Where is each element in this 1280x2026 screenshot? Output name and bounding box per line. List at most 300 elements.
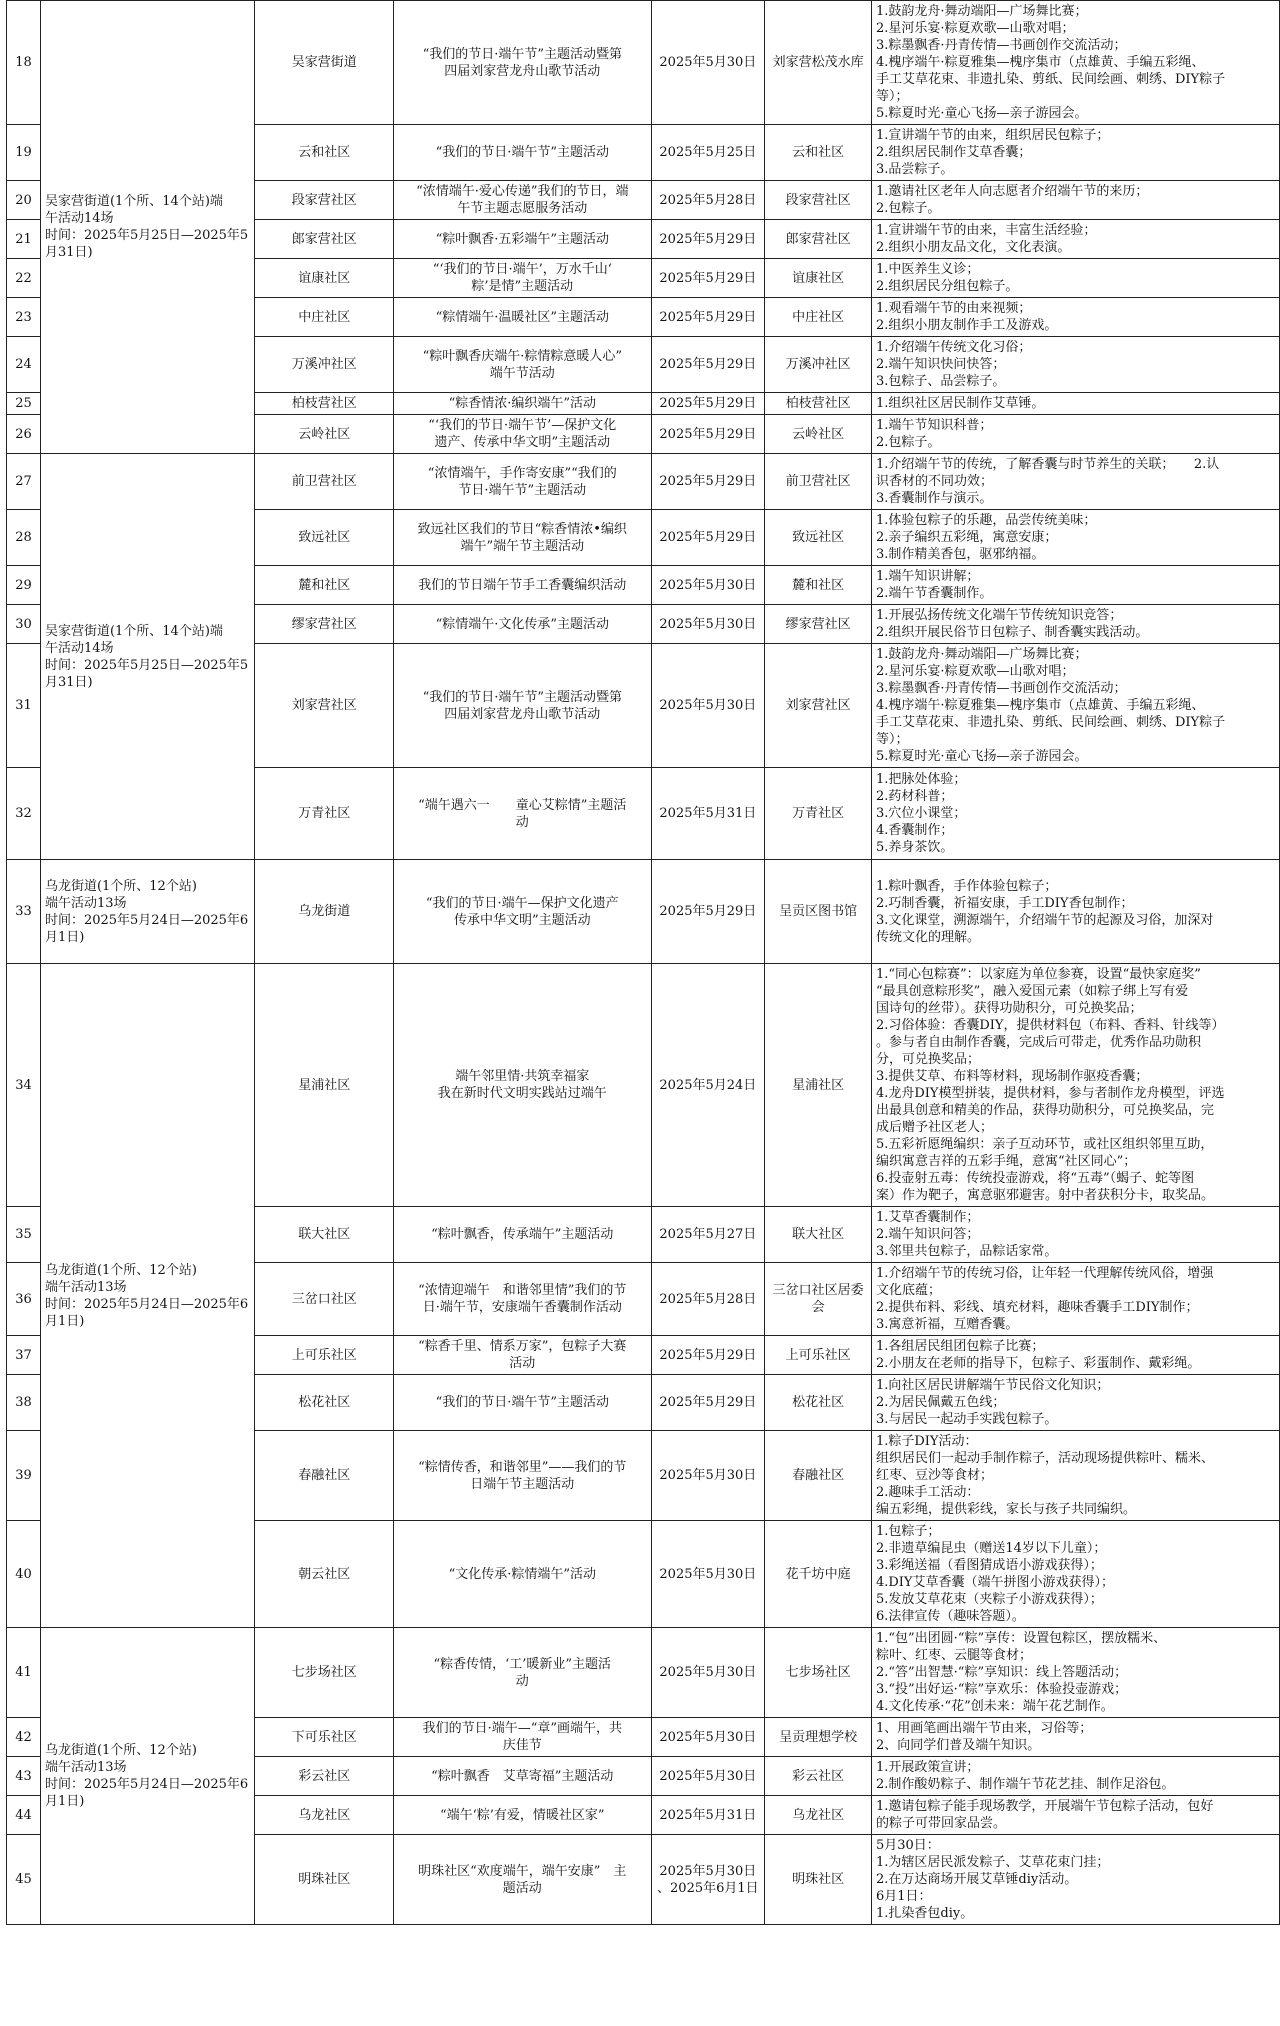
activity-date <box>651 415 765 454</box>
activity-content-line: 1.邀请包粽子能手现场教学，开展端午节包粽子活动，包好 <box>875 1799 1214 1814</box>
organizing-unit: 七步场社区 <box>255 1628 394 1718</box>
activity-content-line: 2.组织居民制作艾草香囊； <box>875 145 1032 160</box>
activity-theme <box>394 566 651 605</box>
activity-content-line: 1.宣讲端午节的由来，丰富生活经验； <box>875 223 1097 238</box>
activity-content-line: 1.端午节知识科普； <box>875 418 993 433</box>
activity-theme-line: “我们的节日·端午—保护文化遗产 <box>425 895 619 911</box>
activity-content-line: 1、用画笔画出端午节由来，习俗等； <box>875 1721 1093 1736</box>
activity-content <box>871 1757 1279 1796</box>
street-group-line: 月1日) <box>44 929 85 945</box>
activity-date <box>651 220 765 259</box>
activity-venue: 乌龙社区 <box>765 1796 872 1835</box>
table-row <box>7 454 1280 510</box>
activity-date <box>651 125 765 181</box>
activity-content <box>871 566 1279 605</box>
activity-theme-line: 我在新时代文明实践站过端午 <box>437 1086 607 1101</box>
activity-date-line: 2025年5月30日 <box>659 1468 757 1483</box>
activity-theme <box>394 860 651 964</box>
activity-content-line: 2.端午知识快问快答； <box>875 357 1006 372</box>
row-number: 27 <box>7 454 41 510</box>
activity-date <box>651 566 765 605</box>
activity-content-line: 分，可兑换奖品； <box>875 1052 980 1067</box>
activity-content-line: 1.艾草香囊制作； <box>875 1210 980 1225</box>
activity-theme-line: “我们的节日·端午节”主题活动 <box>435 1395 609 1410</box>
organizing-unit: 上可乐社区 <box>255 1336 394 1375</box>
organizing-unit: 刘家营社区 <box>255 644 394 768</box>
activity-date-line: 2025年5月29日 <box>659 1347 757 1363</box>
street-group-line: 午活动14场 <box>44 640 114 656</box>
organizing-unit: 段家营社区 <box>255 181 394 220</box>
activity-content-line: 1.观看端午节的由来视频； <box>875 301 1032 316</box>
activity-content-line: 2.组织小朋友制作手工及游戏。 <box>875 318 1058 333</box>
table-row <box>7 1 1280 125</box>
row-number: 24 <box>7 337 41 393</box>
activity-content-line: 1.粽子DIY活动： <box>875 1434 978 1449</box>
activity-date-line: 2025年5月29日 <box>659 270 757 286</box>
activity-theme <box>394 964 651 1207</box>
activity-content-line: 4.文化传承·“花”创未来：端午花艺制作。 <box>875 1699 1114 1714</box>
activity-theme-line: “粽香传情，‘工’暖新业”主题活 <box>433 1656 612 1672</box>
activity-date <box>651 768 765 860</box>
activity-content-line: 2.端午节香囊制作。 <box>875 586 993 601</box>
activity-date-line: 2025年5月30日 <box>659 1566 757 1582</box>
organizing-unit: 谊康社区 <box>255 259 394 298</box>
activity-date-line: 2025年5月28日 <box>659 1291 757 1307</box>
activity-content-line: 3.邻里共包粽子，品粽话家常。 <box>875 1244 1058 1259</box>
activity-date-line: 2025年5月31日 <box>659 1807 757 1823</box>
organizing-unit: 朝云社区 <box>255 1521 394 1628</box>
activity-theme-line: 午节主题志愿服务活动 <box>457 201 588 216</box>
activity-content-line: 1.为辖区居民派发粽子、艾草花束门挂； <box>875 1855 1110 1870</box>
activity-date <box>651 1 765 125</box>
activity-content-line: 2.习俗体验：香囊DIY，提供材料包（布料、香料、针线等） <box>875 1018 1225 1033</box>
organizing-unit: 万溪冲社区 <box>255 337 394 393</box>
activity-content-line: 3.制作精美香包，驱邪纳福。 <box>875 547 1045 562</box>
activity-theme-line: 端午”端午节主题活动 <box>460 538 585 554</box>
street-group-line: 月1日) <box>44 1313 85 1329</box>
activity-content-line: 4.DIY艾草香囊（端午拼图小游戏获得）； <box>875 1575 1115 1590</box>
activity-content-line: 1.体验包粽子的乐趣，品尝传统美味； <box>875 513 1097 528</box>
street-group-line: 端午活动13场 <box>44 895 127 911</box>
activity-date-line: 2025年5月29日 <box>659 357 757 372</box>
activity-content-line: 成后赠予社区老人； <box>875 1120 993 1135</box>
activity-content <box>871 181 1279 220</box>
street-group-cell <box>40 454 254 860</box>
activity-date <box>651 1628 765 1718</box>
activity-content <box>871 415 1279 454</box>
activity-theme-line: “粽情端午·文化传承”主题活动 <box>435 616 609 632</box>
organizing-unit: 万青社区 <box>255 768 394 860</box>
street-group-line: 乌龙街道(1个所、12个站) <box>44 1743 197 1758</box>
street-group-line: 月31日) <box>44 674 93 690</box>
activity-theme <box>394 1796 651 1835</box>
activity-date-line: 2025年5月30日 <box>659 1665 757 1680</box>
organizing-unit: 云岭社区 <box>255 415 394 454</box>
organizing-unit: 柏枝营社区 <box>255 393 394 415</box>
activity-venue: 云岭社区 <box>765 415 872 454</box>
activity-content-line: 等）； <box>875 89 909 104</box>
activity-content-line: 组织居民们一起动手制作粽子，活动现场提供粽叶、糯米、 <box>875 1451 1214 1466</box>
activity-content-line: 的粽子可带回家品尝。 <box>875 1816 1006 1831</box>
activity-content <box>871 768 1279 860</box>
activity-theme-line: “浓情端午，手作寄安康”“我们的 <box>427 465 617 481</box>
activity-theme-line: “‘我们的节日·端午’，万水千山‘ <box>432 262 612 277</box>
activity-theme-line: 四届刘家营龙舟山歌节活动 <box>444 63 601 79</box>
activity-theme <box>394 768 651 860</box>
activity-theme-line: 致远社区我们的节日“粽香情浓•编织 <box>417 521 627 537</box>
activity-theme-line: “浓情端午·爱心传递”我们的节日，端 <box>416 184 629 199</box>
organizing-unit: 乌龙社区 <box>255 1796 394 1835</box>
activity-content <box>871 1431 1279 1521</box>
activity-date-line: 2025年5月30日 <box>659 55 757 70</box>
activity-theme-line: “文化传承·粽情端午”活动 <box>448 1566 596 1582</box>
activity-content-line: 2.巧制香囊，祈福安康，手工DIY香包制作； <box>875 895 1134 911</box>
row-number: 22 <box>7 259 41 298</box>
activity-venue: 段家营社区 <box>765 181 872 220</box>
activity-content-line: 3.寓意祈福，互赠香囊。 <box>875 1317 1019 1332</box>
activity-content-line: 2.非遗草编昆虫（赠送14岁以下儿童）； <box>875 1541 1107 1556</box>
organizing-unit: 三岔口社区 <box>255 1263 394 1336</box>
activity-content <box>871 259 1279 298</box>
row-number: 39 <box>7 1431 41 1521</box>
activity-content <box>871 1718 1279 1757</box>
activity-content <box>871 1521 1279 1628</box>
activity-theme-line: “粽香情浓·编织端午”活动 <box>448 396 596 411</box>
activity-theme-line: “我们的节日·端午节”主题活动暨第 <box>422 46 622 62</box>
table-row <box>7 964 1280 1207</box>
activity-content-line: 3.与居民一起动手实践包粽子。 <box>875 1412 1058 1427</box>
activity-theme-line: 端午邻里情·共筑幸福家 <box>455 1069 590 1084</box>
organizing-unit: 中庄社区 <box>255 298 394 337</box>
activity-content-line: 3.粽墨飘香·丹青传情—书画创作交流活动； <box>875 681 1127 696</box>
activity-content-line: 5.五彩祈愿绳编织：亲子互动环节，或社区组织邻里互助， <box>875 1137 1214 1152</box>
activity-theme <box>394 181 651 220</box>
activity-content-line: 2.组织居民分组包粽子。 <box>875 279 1019 294</box>
activity-content-line: 传统文化的理解。 <box>875 929 980 945</box>
organizing-unit: 联大社区 <box>255 1207 394 1263</box>
activity-theme-line: “‘我们的节日·端午节’—保护文化 <box>428 418 617 433</box>
activity-venue: 麓和社区 <box>765 566 872 605</box>
activity-content-line: 1.介绍端午节的传统，了解香囊与时节养生的关联； 2.认 <box>875 457 1220 472</box>
activity-content-line: 1.向社区居民讲解端午节民俗文化知识； <box>875 1378 1110 1393</box>
activity-content-line: 5.粽夏时光·童心飞扬—亲子游园会。 <box>875 749 1088 764</box>
street-group-line: 乌龙街道(1个所、12个站) <box>44 1262 197 1278</box>
activity-date-line: 2025年5月29日 <box>659 474 757 489</box>
activity-content-line: 3.粽墨飘香·丹青传情—书画创作交流活动； <box>875 38 1127 53</box>
activity-content-line: 2.药材科普； <box>875 789 954 804</box>
row-number: 44 <box>7 1796 41 1835</box>
activity-content-line: 1.开展弘扬传统文化端午节传统知识竞答； <box>875 608 1123 623</box>
activity-theme <box>394 1835 651 1925</box>
activity-content-line: 1.邀请社区老年人向志愿者介绍端午节的来历； <box>875 184 1149 199</box>
activity-content-line: 出最具创意和精美的作品，获得功勋积分，可兑换奖品，完 <box>875 1103 1214 1118</box>
activity-venue: 松花社区 <box>765 1375 872 1431</box>
activity-venue: 上可乐社区 <box>765 1336 872 1375</box>
organizing-unit: 致远社区 <box>255 510 394 566</box>
activity-content-line: 红枣、豆沙等食材； <box>875 1468 993 1483</box>
row-number: 20 <box>7 181 41 220</box>
activity-theme-line: “粽叶飘香·五彩端午”主题活动 <box>435 231 609 247</box>
activity-date <box>651 337 765 393</box>
activity-venue: 万青社区 <box>765 768 872 860</box>
activity-schedule-table <box>6 0 1280 1925</box>
activity-content-line: 2.亲子编织五彩绳，寓意安康； <box>875 530 1058 545</box>
activity-date-line: 2025年5月27日 <box>659 1227 757 1242</box>
activity-venue: 七步场社区 <box>765 1628 872 1718</box>
activity-theme <box>394 1263 651 1336</box>
activity-date-line: 2025年5月25日 <box>659 145 757 160</box>
activity-content-line: 1.宣讲端午节的由来，组织居民包粽子； <box>875 128 1110 143</box>
activity-date <box>651 259 765 298</box>
activity-theme <box>394 1336 651 1375</box>
activity-content-line: 6.投壶射五毒：传统投壶游戏，将“五毒”（蝎子、蛇等图 <box>875 1171 1195 1186</box>
activity-content-line: 2.为居民佩戴五色线； <box>875 1395 1006 1410</box>
activity-venue: 郎家营社区 <box>765 220 872 259</box>
activity-content-line: 手工艾草花束、非遗扎染、剪纸、民间绘画、刺绣、DIY粽子 <box>875 72 1226 87</box>
activity-theme-line: 动 <box>515 1673 529 1689</box>
activity-content-line: 3.文化课堂，溯源端午，介绍端午节的起源及习俗，加深对 <box>875 912 1214 928</box>
activity-content <box>871 337 1279 393</box>
organizing-unit: 明珠社区 <box>255 1835 394 1925</box>
activity-content <box>871 1628 1279 1718</box>
activity-content-line: 1.包粽子； <box>875 1524 941 1539</box>
activity-date-line: 2025年5月30日 <box>659 698 757 713</box>
activity-date <box>651 860 765 964</box>
row-number: 29 <box>7 566 41 605</box>
activity-date <box>651 454 765 510</box>
street-group-cell <box>40 860 254 964</box>
organizing-unit: 云和社区 <box>255 125 394 181</box>
activity-content-line: 5.粽夏时光·童心飞扬—亲子游园会。 <box>875 106 1088 121</box>
activity-content-line: 3.彩绳送福（看图猜成语小游戏获得）； <box>875 1558 1103 1573</box>
activity-content-line: 案）作为靶子，寓意驱邪避害。射中者获积分卡，取奖品。 <box>875 1188 1214 1203</box>
activity-theme <box>394 1521 651 1628</box>
activity-content-line: 2.提供布料、彩线、填充材料，趣味香囊手工DIY制作； <box>875 1300 1199 1315</box>
activity-theme <box>394 1718 651 1757</box>
row-number: 33 <box>7 860 41 964</box>
activity-venue: 谊康社区 <box>765 259 872 298</box>
activity-content <box>871 510 1279 566</box>
activity-date <box>651 1757 765 1796</box>
row-number: 41 <box>7 1628 41 1718</box>
row-number: 32 <box>7 768 41 860</box>
activity-date <box>651 1796 765 1835</box>
activity-content-line: 6.法律宣传（趣味答题）。 <box>875 1609 1025 1624</box>
activity-venue: 三岔口社区居委会 <box>765 1263 872 1336</box>
activity-date-line: 2025年5月29日 <box>659 530 757 545</box>
row-number: 38 <box>7 1375 41 1431</box>
organizing-unit: 前卫营社区 <box>255 454 394 510</box>
activity-theme-line: 粽’是情”主题活动 <box>471 279 574 294</box>
activity-venue: 星浦社区 <box>765 964 872 1207</box>
activity-date-line: 2025年5月30日 <box>659 577 757 593</box>
activity-content-line: “最具创意粽形奖”，融入爱国元素（如粽子绑上写有爱 <box>875 984 1189 999</box>
street-group-line: 时间：2025年5月25日—2025年5 <box>44 228 249 243</box>
activity-content-line: 1.组织社区居民制作艾草锤。 <box>875 396 1045 411</box>
activity-content <box>871 605 1279 644</box>
row-number: 26 <box>7 415 41 454</box>
activity-theme-line: “粽叶飘香 艾草寄福”主题活动 <box>431 1768 614 1784</box>
organizing-unit: 松花社区 <box>255 1375 394 1431</box>
activity-content-line: 手工艾草花束、非遗扎染、剪纸、民间绘画、刺绣、DIY粽子 <box>875 715 1226 730</box>
activity-theme <box>394 125 651 181</box>
activity-date-line: 2025年5月29日 <box>659 426 757 442</box>
activity-theme-line: “粽情端午·温暖社区”主题活动 <box>435 309 609 325</box>
activity-content <box>871 1375 1279 1431</box>
activity-content <box>871 454 1279 510</box>
organizing-unit: 乌龙街道 <box>255 860 394 964</box>
activity-venue: 呈贡区图书馆 <box>765 860 872 964</box>
activity-content-line: 1.各组居民组团包粽子比赛； <box>875 1339 1045 1354</box>
activity-content-line: 2.小朋友在老师的指导下，包粽子、彩蛋制作、戴彩绳。 <box>875 1356 1201 1371</box>
activity-venue: 刘家营松茂水库 <box>765 1 872 125</box>
activity-content-line: 4.槐序端午·粽夏雅集—槐序集市（点雄黄、手编五彩绳、 <box>875 55 1205 70</box>
activity-date <box>651 1835 765 1925</box>
activity-content-line: 2.组织开展民俗节日包粽子、制香囊实践活动。 <box>875 625 1149 640</box>
activity-date <box>651 510 765 566</box>
row-number: 28 <box>7 510 41 566</box>
activity-content-line: 国诗句的丝带）。获得功勋积分，可兑换奖品； <box>875 1001 1143 1016</box>
activity-date-line: 2025年5月29日 <box>659 231 757 247</box>
activity-content-line: 3.穴位小课堂； <box>875 806 967 821</box>
street-group-cell <box>40 964 254 1628</box>
row-number: 35 <box>7 1207 41 1263</box>
activity-theme <box>394 220 651 259</box>
organizing-unit: 吴家营街道 <box>255 1 394 125</box>
activity-content-line: 3.提供艾草、布料等材料，现场制作驱疫香囊； <box>875 1069 1149 1084</box>
activity-content-line: 2、向同学们普及端午知识。 <box>875 1738 1041 1753</box>
activity-date-line: 2025年5月30日 <box>659 1729 757 1745</box>
activity-content-line: 4.龙舟DIY模型拼装，提供材料，参与者制作龙舟模型，评选 <box>875 1086 1225 1101</box>
activity-content-line: 2.星河乐宴·粽夏欢歌—山歌对唱； <box>875 21 1075 36</box>
row-number: 21 <box>7 220 41 259</box>
activity-content-line: 3.包粽子、品尝粽子。 <box>875 374 1006 389</box>
activity-content-line: 3.“投”出好运·“粽”享欢乐：体验投壶游戏； <box>875 1682 1128 1697</box>
activity-date <box>651 393 765 415</box>
organizing-unit: 缪家营社区 <box>255 605 394 644</box>
street-group-line: 乌龙街道(1个所、12个站) <box>44 878 197 894</box>
street-group-line: 吴家营街道(1个所、14个站)端 <box>44 623 223 639</box>
organizing-unit: 下可乐社区 <box>255 1718 394 1757</box>
activity-content-line: 1.鼓韵龙舟·舞动端阳—广场舞比赛； <box>875 647 1088 662</box>
organizing-unit: 郎家营社区 <box>255 220 394 259</box>
activity-content <box>871 393 1279 415</box>
activity-date-line: 2025年5月29日 <box>659 396 757 411</box>
activity-content <box>871 860 1279 964</box>
activity-date <box>651 1207 765 1263</box>
activity-content-line: 5.养身茶饮。 <box>875 840 954 855</box>
row-number: 43 <box>7 1757 41 1796</box>
activity-content-line: 编织寓意吉祥的五彩手绳，意寓“社区同心”； <box>875 1154 1137 1169</box>
activity-content <box>871 1796 1279 1835</box>
activity-content-line: 1.把脉处体验； <box>875 772 967 787</box>
activity-venue: 彩云社区 <box>765 1757 872 1796</box>
activity-venue: 明珠社区 <box>765 1835 872 1925</box>
organizing-unit: 麓和社区 <box>255 566 394 605</box>
activity-content-line: 文化底蕴； <box>875 1283 941 1298</box>
activity-theme-line: “端午‘粽’有爱，情暖社区家” <box>440 1807 605 1823</box>
organizing-unit: 春融社区 <box>255 1431 394 1521</box>
activity-content-line: 等）； <box>875 732 909 747</box>
activity-theme <box>394 1431 651 1521</box>
activity-theme-line: “粽叶飘香庆端午·粽情粽意暖人心” <box>422 348 622 364</box>
activity-content-line: 2.在万达商场开展艾草锤diy活动。 <box>875 1872 1078 1887</box>
row-number: 30 <box>7 605 41 644</box>
activity-content-line: 2.制作酸奶粽子、制作端午节花艺挂、制作足浴包。 <box>875 1777 1175 1792</box>
activity-content <box>871 964 1279 1207</box>
street-group-line: 时间：2025年5月24日—2025年6 <box>44 912 249 928</box>
row-number: 34 <box>7 964 41 1207</box>
street-group-cell <box>40 1 254 454</box>
activity-content-line: 2.端午知识问答； <box>875 1227 980 1242</box>
activity-theme-line: “粽叶飘香，传承端午”主题活动 <box>431 1227 614 1242</box>
activity-venue: 缪家营社区 <box>765 605 872 644</box>
activity-content-line: 1.介绍端午传统文化习俗； <box>875 340 1032 355</box>
activity-content-line: 3.品尝粽子。 <box>875 162 954 177</box>
activity-content-line: 1.介绍端午节的传统习俗，让年轻一代理解传统风俗，增强 <box>875 1266 1214 1281</box>
activity-theme <box>394 337 651 393</box>
row-number: 31 <box>7 644 41 768</box>
street-group-line: 时间：2025年5月24日—2025年6 <box>44 1296 249 1312</box>
activity-date-line: 2025年5月24日 <box>659 1077 757 1093</box>
activity-venue: 联大社区 <box>765 1207 872 1263</box>
activity-theme-line: 我们的节日·端午—“章”画端午，共 <box>422 1721 622 1736</box>
activity-date <box>651 1263 765 1336</box>
activity-content-line: 1.“同心包粽赛”：以家庭为单位参赛，设置“最快家庭奖” <box>875 967 1201 982</box>
row-number: 23 <box>7 298 41 337</box>
activity-content-line: 2.组织小朋友品文化，文化表演。 <box>875 240 1071 255</box>
activity-theme <box>394 259 651 298</box>
activity-content <box>871 1835 1279 1925</box>
activity-date <box>651 1521 765 1628</box>
street-group-line: 月31日) <box>44 245 93 260</box>
row-number: 45 <box>7 1835 41 1925</box>
activity-venue: 刘家营社区 <box>765 644 872 768</box>
activity-content-line: 3.香囊制作与演示。 <box>875 491 993 506</box>
activity-content <box>871 125 1279 181</box>
activity-content-line: 2.趣味手工活动： <box>875 1485 980 1500</box>
activity-date-line: 2025年5月30日 <box>659 616 757 632</box>
activity-theme-line: 四届刘家营龙舟山歌节活动 <box>444 706 601 722</box>
activity-content-line: 1.扎染香包diy。 <box>875 1906 974 1921</box>
activity-content-line: 2.“答”出智慧·“粽”享知识：线上答题活动； <box>875 1665 1128 1680</box>
activity-content-line: 4.香囊制作； <box>875 823 954 838</box>
activity-theme-line: 节日·端午节”主题活动 <box>458 482 587 498</box>
street-group-line: 月1日) <box>44 1794 85 1809</box>
activity-content-line: 1.粽叶飘香，手作体验包粽子； <box>875 878 1058 894</box>
activity-venue: 万溪冲社区 <box>765 337 872 393</box>
activity-venue: 云和社区 <box>765 125 872 181</box>
activity-content-line: 1.中医养生义诊； <box>875 262 980 277</box>
activity-theme <box>394 415 651 454</box>
organizing-unit: 星浦社区 <box>255 964 394 1207</box>
row-number: 36 <box>7 1263 41 1336</box>
activity-date <box>651 605 765 644</box>
activity-date <box>651 181 765 220</box>
activity-theme <box>394 298 651 337</box>
row-number: 40 <box>7 1521 41 1628</box>
activity-content-line: 5月30日： <box>875 1838 940 1853</box>
activity-content <box>871 298 1279 337</box>
street-group-line: 时间：2025年5月24日—2025年6 <box>44 1777 249 1792</box>
street-group-line: 端午活动13场 <box>44 1279 127 1295</box>
activity-content-line: 5.发放艾草花束（夹粽子小游戏获得）； <box>875 1592 1103 1607</box>
activity-venue: 中庄社区 <box>765 298 872 337</box>
activity-theme-line: 遗产、传承中华文明”主题活动 <box>434 435 611 450</box>
activity-content <box>871 1 1279 125</box>
activity-content <box>871 220 1279 259</box>
activity-date <box>651 964 765 1207</box>
